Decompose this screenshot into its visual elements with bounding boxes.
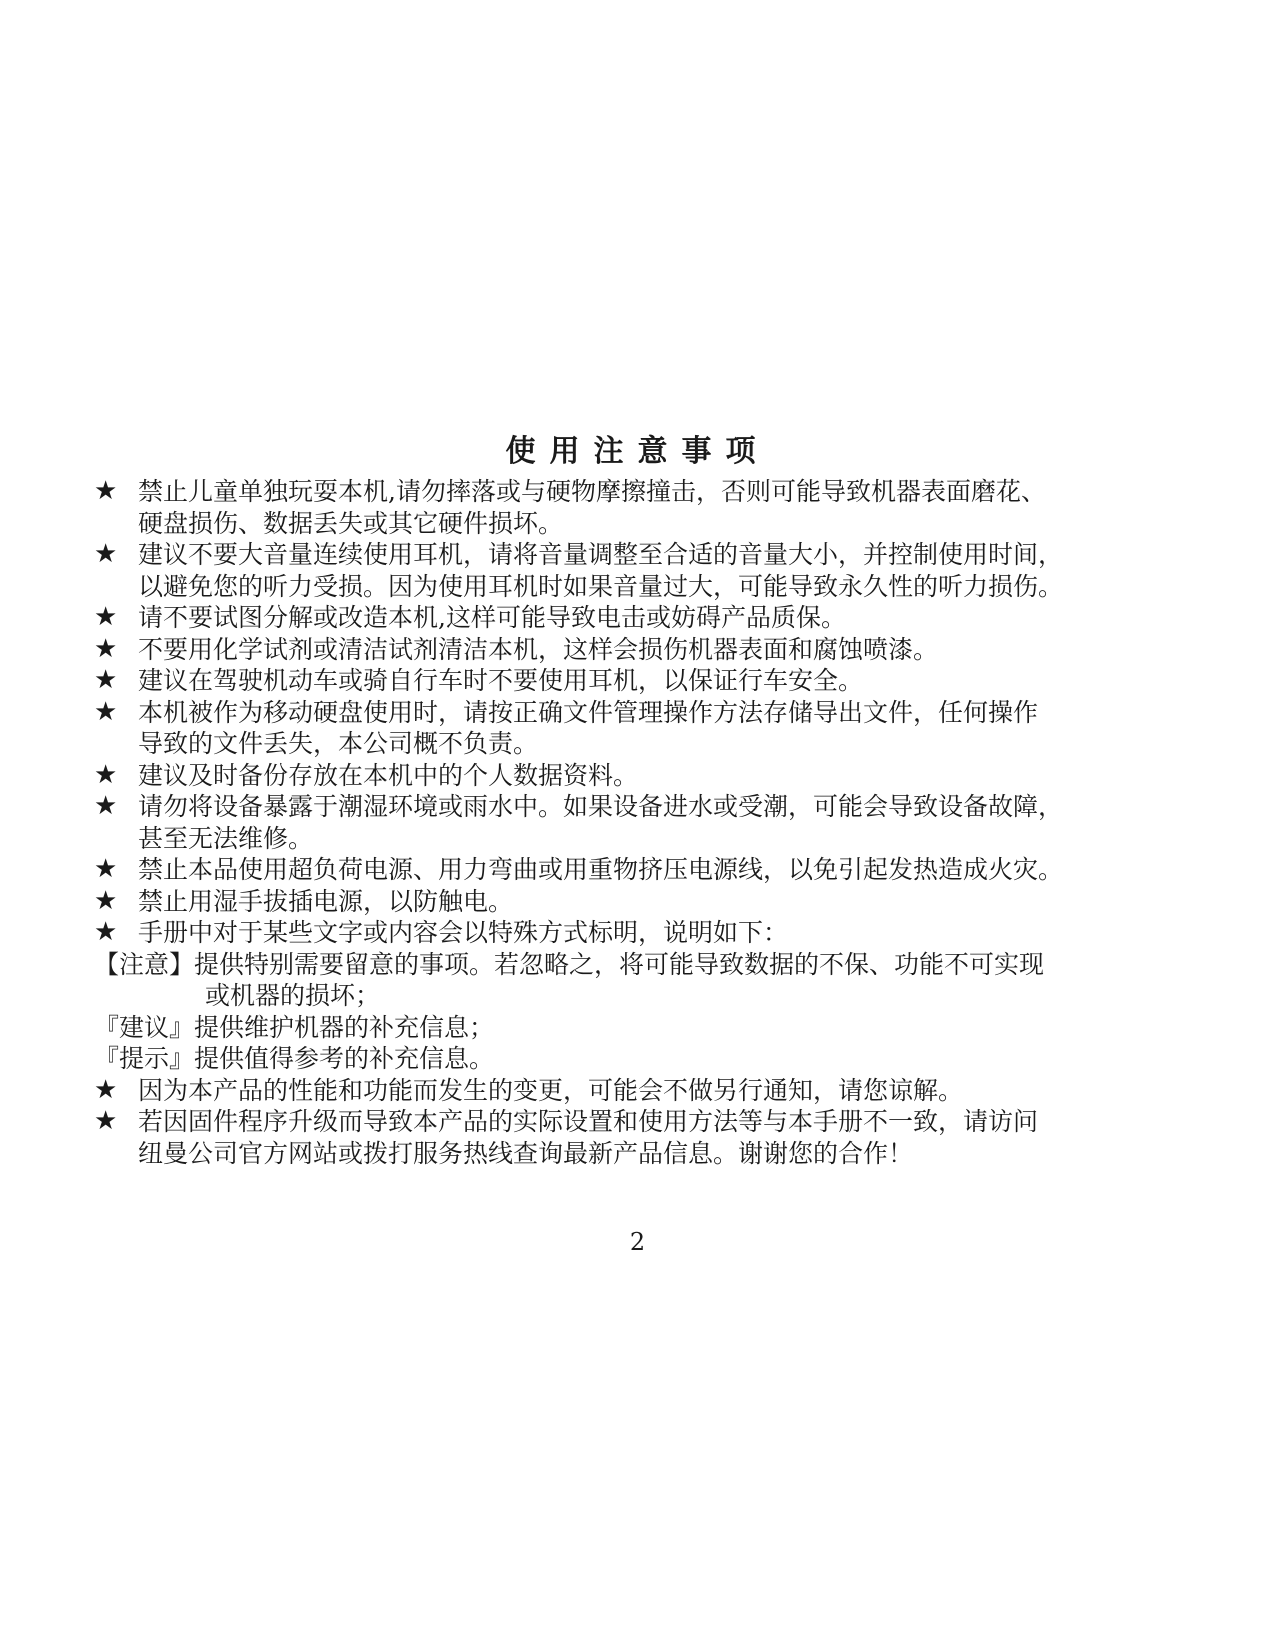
note-line: 建议及时备份存放在本机中的个人数据资料。 [138,760,639,790]
star-icon: ★ [94,1074,118,1105]
page-title: 使用注意事项 [505,434,770,469]
list-item [94,917,1184,949]
note-line: 请勿将设备暴露于潮湿环境或雨水中。如果设备进水或受潮，可能会导致设备故障， [138,792,1064,821]
list-item [94,1106,1184,1169]
note-line: 硬盘损伤、数据丢失或其它硬件损坏。 [138,508,564,538]
star-icon: ★ [94,602,118,632]
list-item [94,539,1184,602]
note-line: 建议在驾驶机动车或骑自行车时不要使用耳机，以保证行车安全。 [138,666,864,695]
list-item [94,665,1184,697]
list-item [94,697,1184,760]
tag-item-suggestion [94,1012,1184,1044]
note-line: 因为本产品的性能和功能而发生的变更，可能会不做另行通知，请您谅解。 [138,1075,964,1105]
tag-text: 提供维护机器的补充信息； [194,1012,495,1042]
note-line: 以避免您的听力受损。因为使用耳机时如果音量过大，可能导致永久性的听力损伤。 [138,571,1064,601]
star-icon: ★ [94,759,118,790]
list-item [94,476,1184,539]
tag-item-tip [94,1043,1184,1075]
star-icon: ★ [94,791,118,821]
note-line: 禁止儿童单独玩耍本机,请勿摔落或与硬物摩擦撞击，否则可能导致机器表面磨花、 [138,477,1046,506]
tag-text: 提供特别需要留意的事项。若忽略之，将可能导致数据的不保、功能不可实现 [194,949,1045,979]
page-number: 2 [629,1228,646,1256]
star-icon: ★ [94,665,118,695]
note-line: 若因固件程序升级而导致本产品的实际设置和使用方法等与本手册不一致，请访问 [138,1107,1039,1136]
note-line: 不要用化学试剂或清洁试剂清洁本机，这样会损伤机器表面和腐蚀喷漆。 [138,634,939,664]
note-line: 禁止用湿手拔插电源，以防触电。 [138,886,514,916]
list-item [94,854,1184,886]
star-icon: ★ [94,885,118,916]
star-icon: ★ [94,854,118,884]
note-line: 手册中对于某些文字或内容会以特殊方式标明，说明如下： [138,918,789,947]
tag-label: 『建议』 [94,1012,195,1042]
tag-text: 提供值得参考的补充信息。 [194,1044,495,1073]
tag-text: 或机器的损坏； [205,981,381,1010]
list-item [94,602,1184,634]
list-item [94,634,1184,666]
note-line: 禁止本品使用超负荷电源、用力弯曲或用重物挤压电源线，以免引起发热造成火灾。 [138,855,1064,884]
note-line: 建议不要大音量连续使用耳机，请将音量调整至合适的音量大小，并控制使用时间， [138,540,1064,569]
notes-list [94,476,1184,1169]
tag-label: 『提示』 [94,1044,195,1073]
list-item [94,760,1184,792]
note-line: 甚至无法维修。 [138,823,314,853]
list-item [94,1075,1184,1107]
star-icon: ★ [94,917,118,947]
star-icon: ★ [94,1106,118,1136]
note-line: 请不要试图分解或改造本机,这样可能导致电击或妨碍产品质保。 [138,603,846,632]
star-icon: ★ [94,476,118,506]
list-item [94,886,1184,918]
tag-item-attention [94,949,1184,1012]
list-item [94,791,1184,854]
star-icon: ★ [94,696,118,727]
note-line: 纽曼公司官方网站或拨打服务热线查询最新产品信息。谢谢您的合作！ [138,1138,914,1168]
star-icon: ★ [94,539,118,569]
note-line: 本机被作为移动硬盘使用时，请按正确文件管理操作方法存储导出文件，任何操作 [138,697,1039,727]
note-line: 导致的文件丢失，本公司概不负责。 [138,729,539,758]
tag-label: 【注意】 [94,949,195,979]
star-icon: ★ [94,633,118,664]
